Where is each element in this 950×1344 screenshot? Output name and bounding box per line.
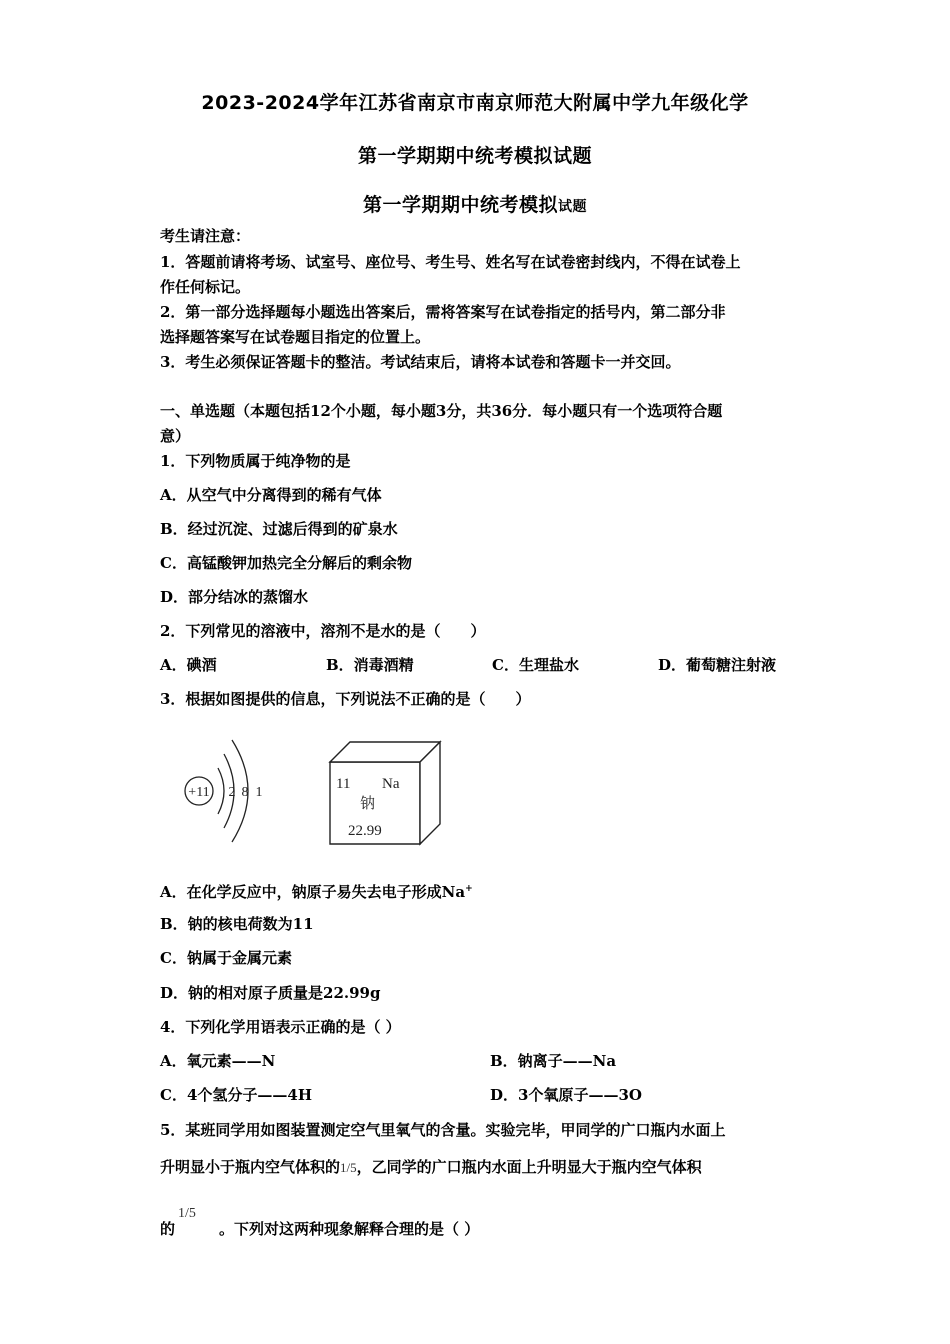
q2-stem: 2．下列常见的溶液中，溶剂不是水的是（ ） — [160, 622, 486, 640]
q4-option-d: D．3个氧原子——3O — [490, 1086, 642, 1104]
q4-option-b: B．钠离子——Na — [490, 1052, 617, 1070]
shell-1-electrons: 2 — [228, 785, 236, 800]
q5-line-1: 5．某班同学用如图装置测定空气里氧气的含量。实验完毕，甲同学的广口瓶内水面上 — [160, 1121, 726, 1139]
element-atomic-number: 11 — [336, 776, 351, 792]
q1-stem: 1．下列物质属于纯净物的是 — [160, 452, 351, 470]
sodium-atom-structure-diagram — [170, 730, 280, 855]
exam-title-line-3 — [0, 190, 950, 217]
q2-option-c: C．生理盐水 — [492, 656, 579, 674]
q3-option-a-text: A．在化学反应中，钠原子易失去电子形成Na — [160, 883, 466, 901]
q5-line-3-end: 。下列对这两种现象解释合理的是（ ） — [219, 1220, 480, 1238]
element-name: 钠 — [360, 794, 376, 812]
q3-stem: 3．根据如图提供的信息，下列说法不正确的是（ ） — [160, 690, 531, 708]
q3-option-a — [160, 879, 800, 902]
exam-title-line-1: 2023-2024学年江苏省南京市南京师范大附属中学九年级化学 — [201, 92, 749, 114]
q3-option-a-charge: + — [465, 884, 473, 894]
q2-option-d: D．葡萄糖注射液 — [658, 656, 777, 674]
nucleus-charge: +11 — [188, 785, 210, 800]
note-2-line-1: 2．第一部分选择题每小题选出答案后，需将答案写在试卷指定的括号内，第二部分非 — [160, 303, 726, 321]
q5-line-3-start: 的 — [160, 1220, 176, 1238]
note-1-line-2: 作任何标记。 — [160, 278, 251, 296]
q5-fraction-raised: 1/5 — [178, 1206, 196, 1221]
q3-option-b: B．钠的核电荷数为11 — [160, 915, 314, 933]
q5-line-2 — [160, 1157, 800, 1178]
q4-option-c: C．4个氢分子——4H — [160, 1086, 312, 1104]
q1-option-b: B．经过沉淀、过滤后得到的矿泉水 — [160, 520, 398, 538]
q5-line-3 — [160, 1219, 800, 1239]
element-atomic-mass: 22.99 — [348, 823, 382, 839]
q4-option-a: A．氧元素——N — [160, 1052, 276, 1070]
q2-option-b: B．消毒酒精 — [326, 656, 414, 674]
element-symbol: Na — [382, 776, 400, 792]
q5-line-2-start: 升明显小于瓶内空气体积的 — [160, 1158, 341, 1176]
q2-option-a: A．碘酒 — [160, 656, 217, 674]
electron-shell-1-arc — [218, 768, 224, 814]
notes-heading: 考生请注意： — [160, 227, 251, 245]
shell-3-electrons: 1 — [255, 785, 263, 800]
section-heading-line-2: 意） — [160, 427, 191, 445]
q4-stem: 4．下列化学用语表示正确的是（ ） — [160, 1018, 401, 1036]
exam-title-line-2: 第一学期期中统考模拟试题 — [357, 145, 592, 167]
q1-option-a: A．从空气中分离得到的稀有气体 — [160, 486, 382, 504]
q3-option-c: C．钠属于金属元素 — [160, 949, 292, 967]
q5-fraction-inline: 1/5 — [340, 1160, 357, 1175]
q1-option-d: D．部分结冰的蒸馏水 — [160, 588, 309, 606]
note-2-line-2: 选择题答案写在试卷题目指定的位置上。 — [160, 328, 431, 346]
note-3: 3．考生必须保证答题卡的整洁。考试结束后，请将本试卷和答题卡一并交回。 — [160, 353, 681, 371]
q3-option-d: D．钠的相对原子质量是22.99g — [160, 984, 381, 1002]
note-1-line-1: 1．答题前请将考场、试室号、座位号、考生号、姓名写在试卷密封线内，不得在试卷上 — [160, 253, 741, 271]
q5-line-2-end: ，乙同学的广口瓶内水面上升明显大于瓶内空气体积 — [356, 1158, 702, 1176]
title-line-3-main: 第一学期期中统考模拟 — [362, 194, 558, 216]
title-line-3-small: 试题 — [558, 199, 587, 215]
section-heading-line-1: 一、单选题（本题包括12个小题，每小题3分，共36分．每小题只有一个选项符合题 — [160, 402, 723, 420]
sodium-element-cell — [326, 738, 444, 848]
shell-2-electrons: 8 — [241, 785, 249, 800]
q1-option-c: C．高锰酸钾加热完全分解后的剩余物 — [160, 554, 412, 572]
